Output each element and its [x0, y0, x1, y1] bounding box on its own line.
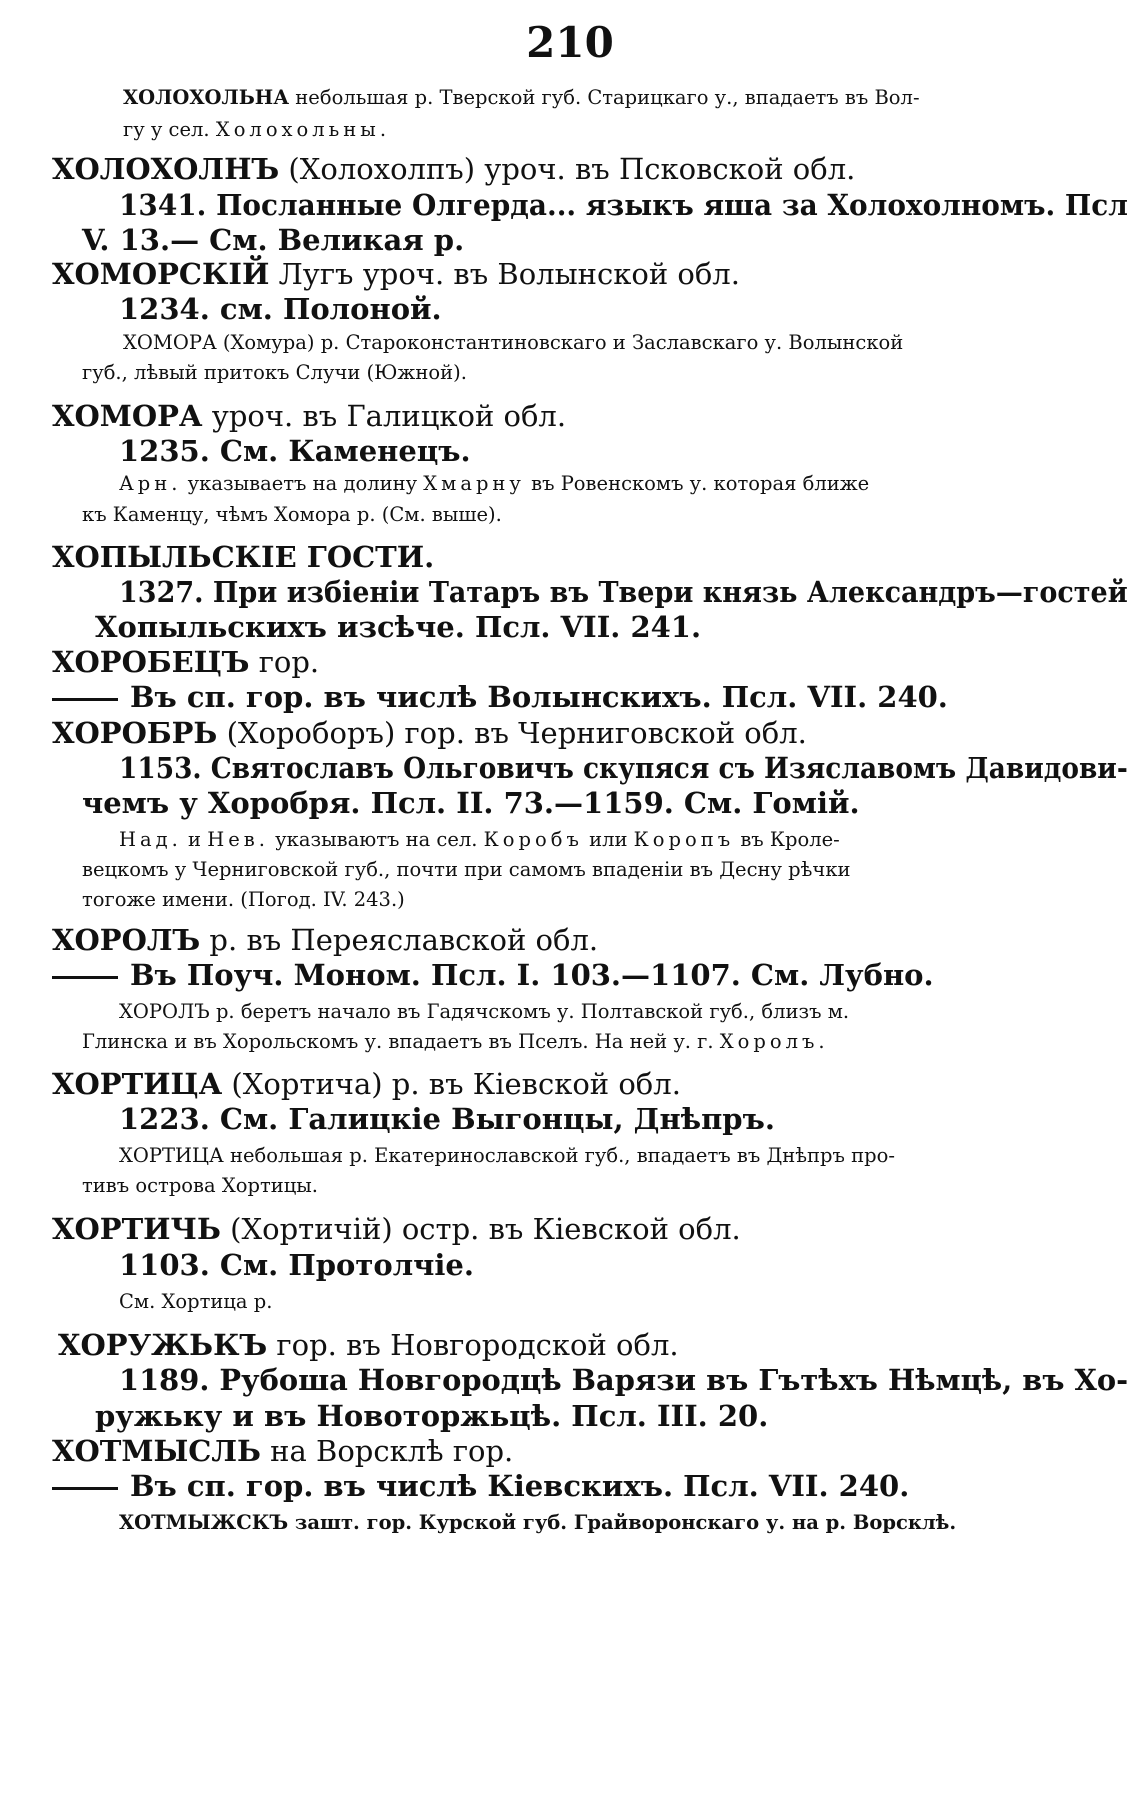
note-line — [82, 888, 405, 911]
entry-heading — [52, 1067, 681, 1101]
note-spaced-term: Нев. — [207, 828, 269, 851]
entry-headword: ХОРОБРЬ — [52, 716, 218, 750]
entry-heading — [52, 152, 855, 186]
citation-text: Хопыльскихъ изсѣче. Псл. VII. 241. — [95, 610, 702, 644]
note-spaced-term: Арн. — [119, 472, 182, 495]
entry-headword: ХОРТИЦА — [52, 1067, 223, 1101]
note-spaced-term: Хоролъ. — [719, 1030, 829, 1053]
citation-text: Рубоша Новгородцѣ Варязи въ Гътѣхъ Нѣмцѣ, въ Хо- — [209, 1363, 1129, 1397]
note-term: ХОЛОХОЛЬНА — [123, 86, 290, 109]
note-text: или — [582, 828, 634, 851]
citation-text: Святославъ Ольговичъ скупяся съ Изяславомъ Давидови- — [201, 751, 1128, 785]
entry-heading — [52, 540, 434, 574]
citation-text: См. Галицкіе Выгонцы, Днѣпръ. — [209, 1102, 775, 1136]
ditto-dash — [52, 698, 118, 701]
note-text: См. Хортица р. — [119, 1290, 273, 1313]
citation-text: см. Полоной. — [209, 292, 442, 326]
note-line — [82, 858, 851, 881]
citation-text: При избіеніи Татаръ въ Твери князь Александръ—гостей — [203, 575, 1128, 609]
note-line — [82, 1030, 829, 1053]
citation-line — [119, 1363, 1128, 1397]
entry-headword: ХОРОЛЪ — [52, 923, 201, 957]
note-text: указываютъ на сел. — [268, 828, 484, 851]
citation-line — [82, 223, 464, 257]
note-line — [82, 503, 502, 526]
citation-line — [119, 188, 1128, 222]
note-line — [123, 331, 903, 354]
note-line — [119, 828, 840, 851]
note-spaced-term: Коропъ — [633, 828, 735, 851]
note-text: губ., лѣвый притокъ Случи (Южной). — [82, 361, 467, 384]
citation-year: 1153. — [119, 751, 202, 785]
entry-heading — [52, 257, 740, 291]
entry-headword: ХОРТИЧЬ — [52, 1212, 221, 1246]
entry-heading-text: на Ворсклѣ гор. — [260, 1434, 514, 1468]
note-line — [119, 1290, 272, 1313]
citation-text: Въ Поуч. Моном. Псл. I. 103.—1107. См. Лубно. — [130, 958, 934, 992]
entry-heading-text: (Хороборъ) гор. въ Черниговской обл. — [217, 716, 807, 750]
entry-headword: ХОМОРА — [52, 399, 203, 433]
note-text: ХОМОРА (Хомура) р. Староконстантиновскаго и Заславскаго у. Волынской — [123, 331, 904, 354]
citation-line — [95, 1399, 768, 1433]
note-text: ХОТМЫЖСКЪ зашт. гор. Курской губ. Грайворонскаго у. на р. Ворсклѣ. — [119, 1511, 957, 1534]
entry-heading-text: (Хортичій) остр. въ Кіевской обл. — [220, 1212, 741, 1246]
entry-headword: ХОТМЫСЛЬ — [52, 1434, 261, 1468]
citation-line — [119, 434, 471, 468]
entry-headword: ХОРОБЕЦЪ — [52, 645, 250, 679]
ditto-dash — [52, 1487, 118, 1490]
citation-line — [119, 575, 1128, 609]
citation-year: 1234. — [119, 292, 210, 326]
entry-heading-text: (Холохолпъ) уроч. въ Псковской обл. — [279, 152, 856, 186]
citation-text: См. Каменецъ. — [209, 434, 471, 468]
citation-line — [119, 751, 1128, 785]
note-spaced-term: Хмарну — [423, 472, 525, 495]
note-text: Глинска и въ Хорольскомъ у. впадаетъ въ Пселъ. На ней у. г. — [82, 1030, 720, 1053]
note-line — [123, 86, 920, 109]
citation-text: V. 13.— См. Великая р. — [82, 223, 465, 257]
note-line — [119, 1000, 849, 1023]
note-text: указываетъ на долину — [181, 472, 424, 495]
page-number: 210 — [526, 18, 614, 67]
citation-line — [82, 786, 860, 820]
note-line — [123, 118, 390, 141]
entry-headword: ХОЛОХОЛНЪ — [52, 152, 280, 186]
entry-heading-text: Лугъ уроч. въ Волынской обл. — [269, 257, 740, 291]
note-text: небольшая р. Тверской губ. Старицкаго у., впадаетъ въ Вол- — [289, 86, 920, 109]
citation-line — [119, 1248, 474, 1282]
citation-line — [119, 292, 442, 326]
citation-year: 1341. — [119, 188, 207, 222]
note-text: въ Ровенскомъ у. которая ближе — [524, 472, 870, 495]
note-line — [119, 472, 869, 495]
entry-heading — [52, 399, 566, 433]
citation-text: чемъ у Хоробря. Псл. II. 73.—1159. См. Гомій. — [82, 786, 860, 820]
ditto-dash — [52, 976, 118, 979]
note-text: къ Каменцу, чѣмъ Хомора р. (См. выше). — [82, 503, 502, 526]
entry-heading-text: уроч. въ Галицкой обл. — [202, 399, 567, 433]
note-spaced-term: Коробъ — [483, 828, 583, 851]
note-text: и — [181, 828, 208, 851]
note-text: вецкомъ у Черниговской губ., почти при самомъ впаденіи въ Десну рѣчки — [82, 858, 851, 881]
note-text: ХОРОЛЪ р. беретъ начало въ Гадячскомъ у. Полтавской губ., близъ м. — [119, 1000, 850, 1023]
entry-heading-text: р. въ Переяславской обл. — [200, 923, 599, 957]
entry-heading — [58, 1328, 679, 1362]
citation-text: ружьку и въ Новоторжьцѣ. Псл. III. 20. — [95, 1399, 769, 1433]
entry-heading-text: (Хортича) р. въ Кіевской обл. — [222, 1067, 681, 1101]
note-spaced-term: Над. — [119, 828, 182, 851]
entry-headword: ХОМОРСКІЙ — [52, 257, 270, 291]
note-text: тогоже имени. (Погод. IV. 243.) — [82, 888, 405, 911]
citation-year: 1327. — [119, 575, 204, 609]
citation-year: 1189. — [119, 1363, 210, 1397]
citation-year: 1235. — [119, 434, 210, 468]
note-line — [82, 361, 467, 384]
entry-heading — [52, 645, 319, 679]
citation-text: См. Протолчіе. — [209, 1248, 474, 1282]
citation-line — [52, 1469, 909, 1503]
citation-text: Посланные Олгерда... языкъ яша за Холохолномъ. Псл — [206, 188, 1128, 222]
entry-heading — [52, 716, 807, 750]
citation-line — [52, 680, 948, 714]
note-text: въ Кроле- — [734, 828, 840, 851]
entry-heading — [52, 1212, 741, 1246]
citation-line — [119, 1102, 775, 1136]
citation-line — [52, 958, 934, 992]
entry-headword: ХОРУЖЬКЪ — [58, 1328, 268, 1362]
note-spaced-term: Холохольны. — [215, 118, 391, 141]
citation-line — [95, 610, 701, 644]
entry-heading-text: гор. въ Новгородской обл. — [267, 1328, 679, 1362]
note-text: тивъ острова Хортицы. — [82, 1174, 318, 1197]
note-line — [82, 1174, 318, 1197]
entry-heading-text: гор. — [249, 645, 320, 679]
citation-year: 1103. — [119, 1248, 210, 1282]
note-text: гу у сел. — [123, 118, 216, 141]
citation-text: Въ сп. гор. въ числѣ Волынскихъ. Псл. VII. 240. — [130, 680, 948, 714]
citation-text: Въ сп. гор. въ числѣ Кіевскихъ. Псл. VII. 240. — [130, 1469, 910, 1503]
entry-heading — [52, 923, 598, 957]
citation-year: 1223. — [119, 1102, 210, 1136]
note-text: ХОРТИЦА небольшая р. Екатеринославской губ., впадаетъ въ Днѣпръ про- — [119, 1144, 895, 1167]
note-line — [119, 1144, 895, 1167]
note-line — [119, 1511, 956, 1534]
entry-heading — [52, 1434, 513, 1468]
entry-headword: ХОПЫЛЬСКІЕ ГОСТИ. — [52, 540, 435, 574]
